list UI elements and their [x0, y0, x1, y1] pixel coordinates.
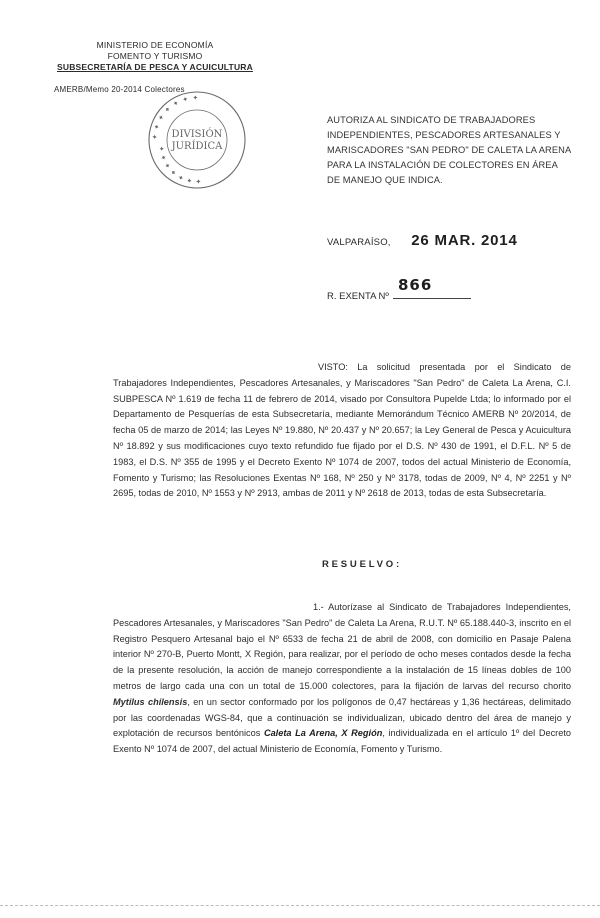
- area-name: Caleta La Arena, X Región: [263, 728, 383, 739]
- svg-text:✦ ✦ ✦ ✦ ✦ ✦ ✦: ✦ ✦ ✦ ✦ ✦ ✦ ✦: [156, 145, 203, 187]
- resuelvo-heading: RESUELVO:: [322, 559, 402, 570]
- item-1-label: 1.-: [313, 602, 324, 612]
- letterhead: [50, 40, 260, 94]
- visto-label: VISTO:: [318, 362, 348, 372]
- place-and-date: [327, 232, 518, 249]
- visto-text: La solicitud presentada por el Sindicato de Trabajadores Independientes, Pescadores Artesanales, y Mariscadores "San Pedro" de Caleta La Arena, C.I. SUBPESCA Nº 1.619 de fecha 11 de febrero de 2014, visado por Consultora Pupelde Ltda; lo informado por el Departamento de Pesquerías de esta Subsecretaría, mediante Memorándum Técnico AMERB Nº 20/2014, de fecha 05 de marzo de 2014; las Leyes Nº 19.880, Nº 20.437 y Nº 20.657; la Ley General de Pesca y Acuicultura Nº 18.892 y sus modificaciones cuyo texto refundido fue fijado por el D.S. Nº 430 de 1991, el D.F.L. Nº 5 de 1983, el D.S. Nº 355 de 1995 y el Decreto Exento Nº 1074 de 2007, todos del actual Ministerio de Economía, Fomento y Turismo; las Resoluciones Exentas Nº 168, Nº 250 y Nº 3178, todas de 2009, Nº 4, Nº 2251 y Nº 2695, todas de 2010, Nº 1553 y Nº 2913, ambas de 2011 y Nº 2618 de 2013, todas de esta Subsecretaría.: [113, 362, 571, 499]
- stamp-label-line1: DIVISIÓN: [171, 129, 223, 140]
- svg-text:✦ ✦ ✦ ✦ ✦ ✦ ✦: ✦ ✦ ✦ ✦ ✦ ✦ ✦: [150, 93, 200, 141]
- ministry-subname: FOMENTO Y TURISMO: [107, 51, 203, 61]
- resolution-prefix: R. EXENTA Nº: [327, 291, 389, 302]
- item-1-text-a: Autorízase al Sindicato de Trabajadores Independientes, Pescadores Artesanales, y Mariscadores "San Pedro" de Caleta La Arena, R.U.T. Nº 65.188.440-3, inscrito en el Registro Pesquero Artesanal bajo el Nº 6533 de fecha 21 de abril de 2008, con domicilio en Pasaje Palena interior Nº 270-B, Puerto Montt, X Región, para realizar, por el período de ocho meses contados desde la fecha de la presente resolución, la acción de manejo correspondiente a la instalación de 15 líneas dobles de 100 metros de largo cada una con un total de 15.000 colectores, para la fijación de larvas del recurso chorito: [113, 602, 571, 691]
- memo-reference: AMERB/Memo 20-2014 Colectores: [54, 85, 185, 94]
- date-stamp: 26 MAR. 2014: [411, 232, 518, 249]
- resolution-title: AUTORIZA AL SINDICATO DE TRABAJADORES INDEPENDIENTES, PESCADORES ARTESANALES Y MARISCADORES "SAN PEDRO" DE CALETA LA ARENA PARA LA INSTALACIÓN DE COLECTORES EN ÁREA DE MANEJO QUE INDICA.: [327, 115, 571, 185]
- subsecretariat-name: SUBSECRETARÍA DE PESCA Y ACUICULTURA: [57, 62, 253, 72]
- ministry-name: MINISTERIO DE ECONOMÍA: [96, 40, 214, 50]
- visto-paragraph: [113, 360, 571, 502]
- resolution-number: 866: [398, 276, 433, 294]
- number-blank-line: [393, 290, 471, 299]
- resolution-label: [327, 290, 471, 302]
- stamp-label-line2: JURÍDICA: [171, 141, 223, 152]
- item-1-text-b: , en un sector conformado por los polígonos de 0,47 hectáreas y 1,36 hectáreas, delimitado por las coordenadas WGS-84, que a continuación se individualizan, ubicado dentro del área de manejo y explotación de recursos bentónicos: [113, 696, 571, 739]
- item-1-text-c: , individualizada en el artículo 1º del Decreto Exento Nº 1074 de 2007, del actual Ministerio de Economía, Fomento y Turismo.: [113, 728, 571, 755]
- resolution-item-1: [113, 600, 571, 758]
- scan-edge-line: [0, 905, 600, 907]
- place: VALPARAÍSO,: [327, 237, 391, 248]
- division-juridica-stamp: [145, 88, 249, 192]
- species-name: Mytilus chilensis: [113, 696, 188, 707]
